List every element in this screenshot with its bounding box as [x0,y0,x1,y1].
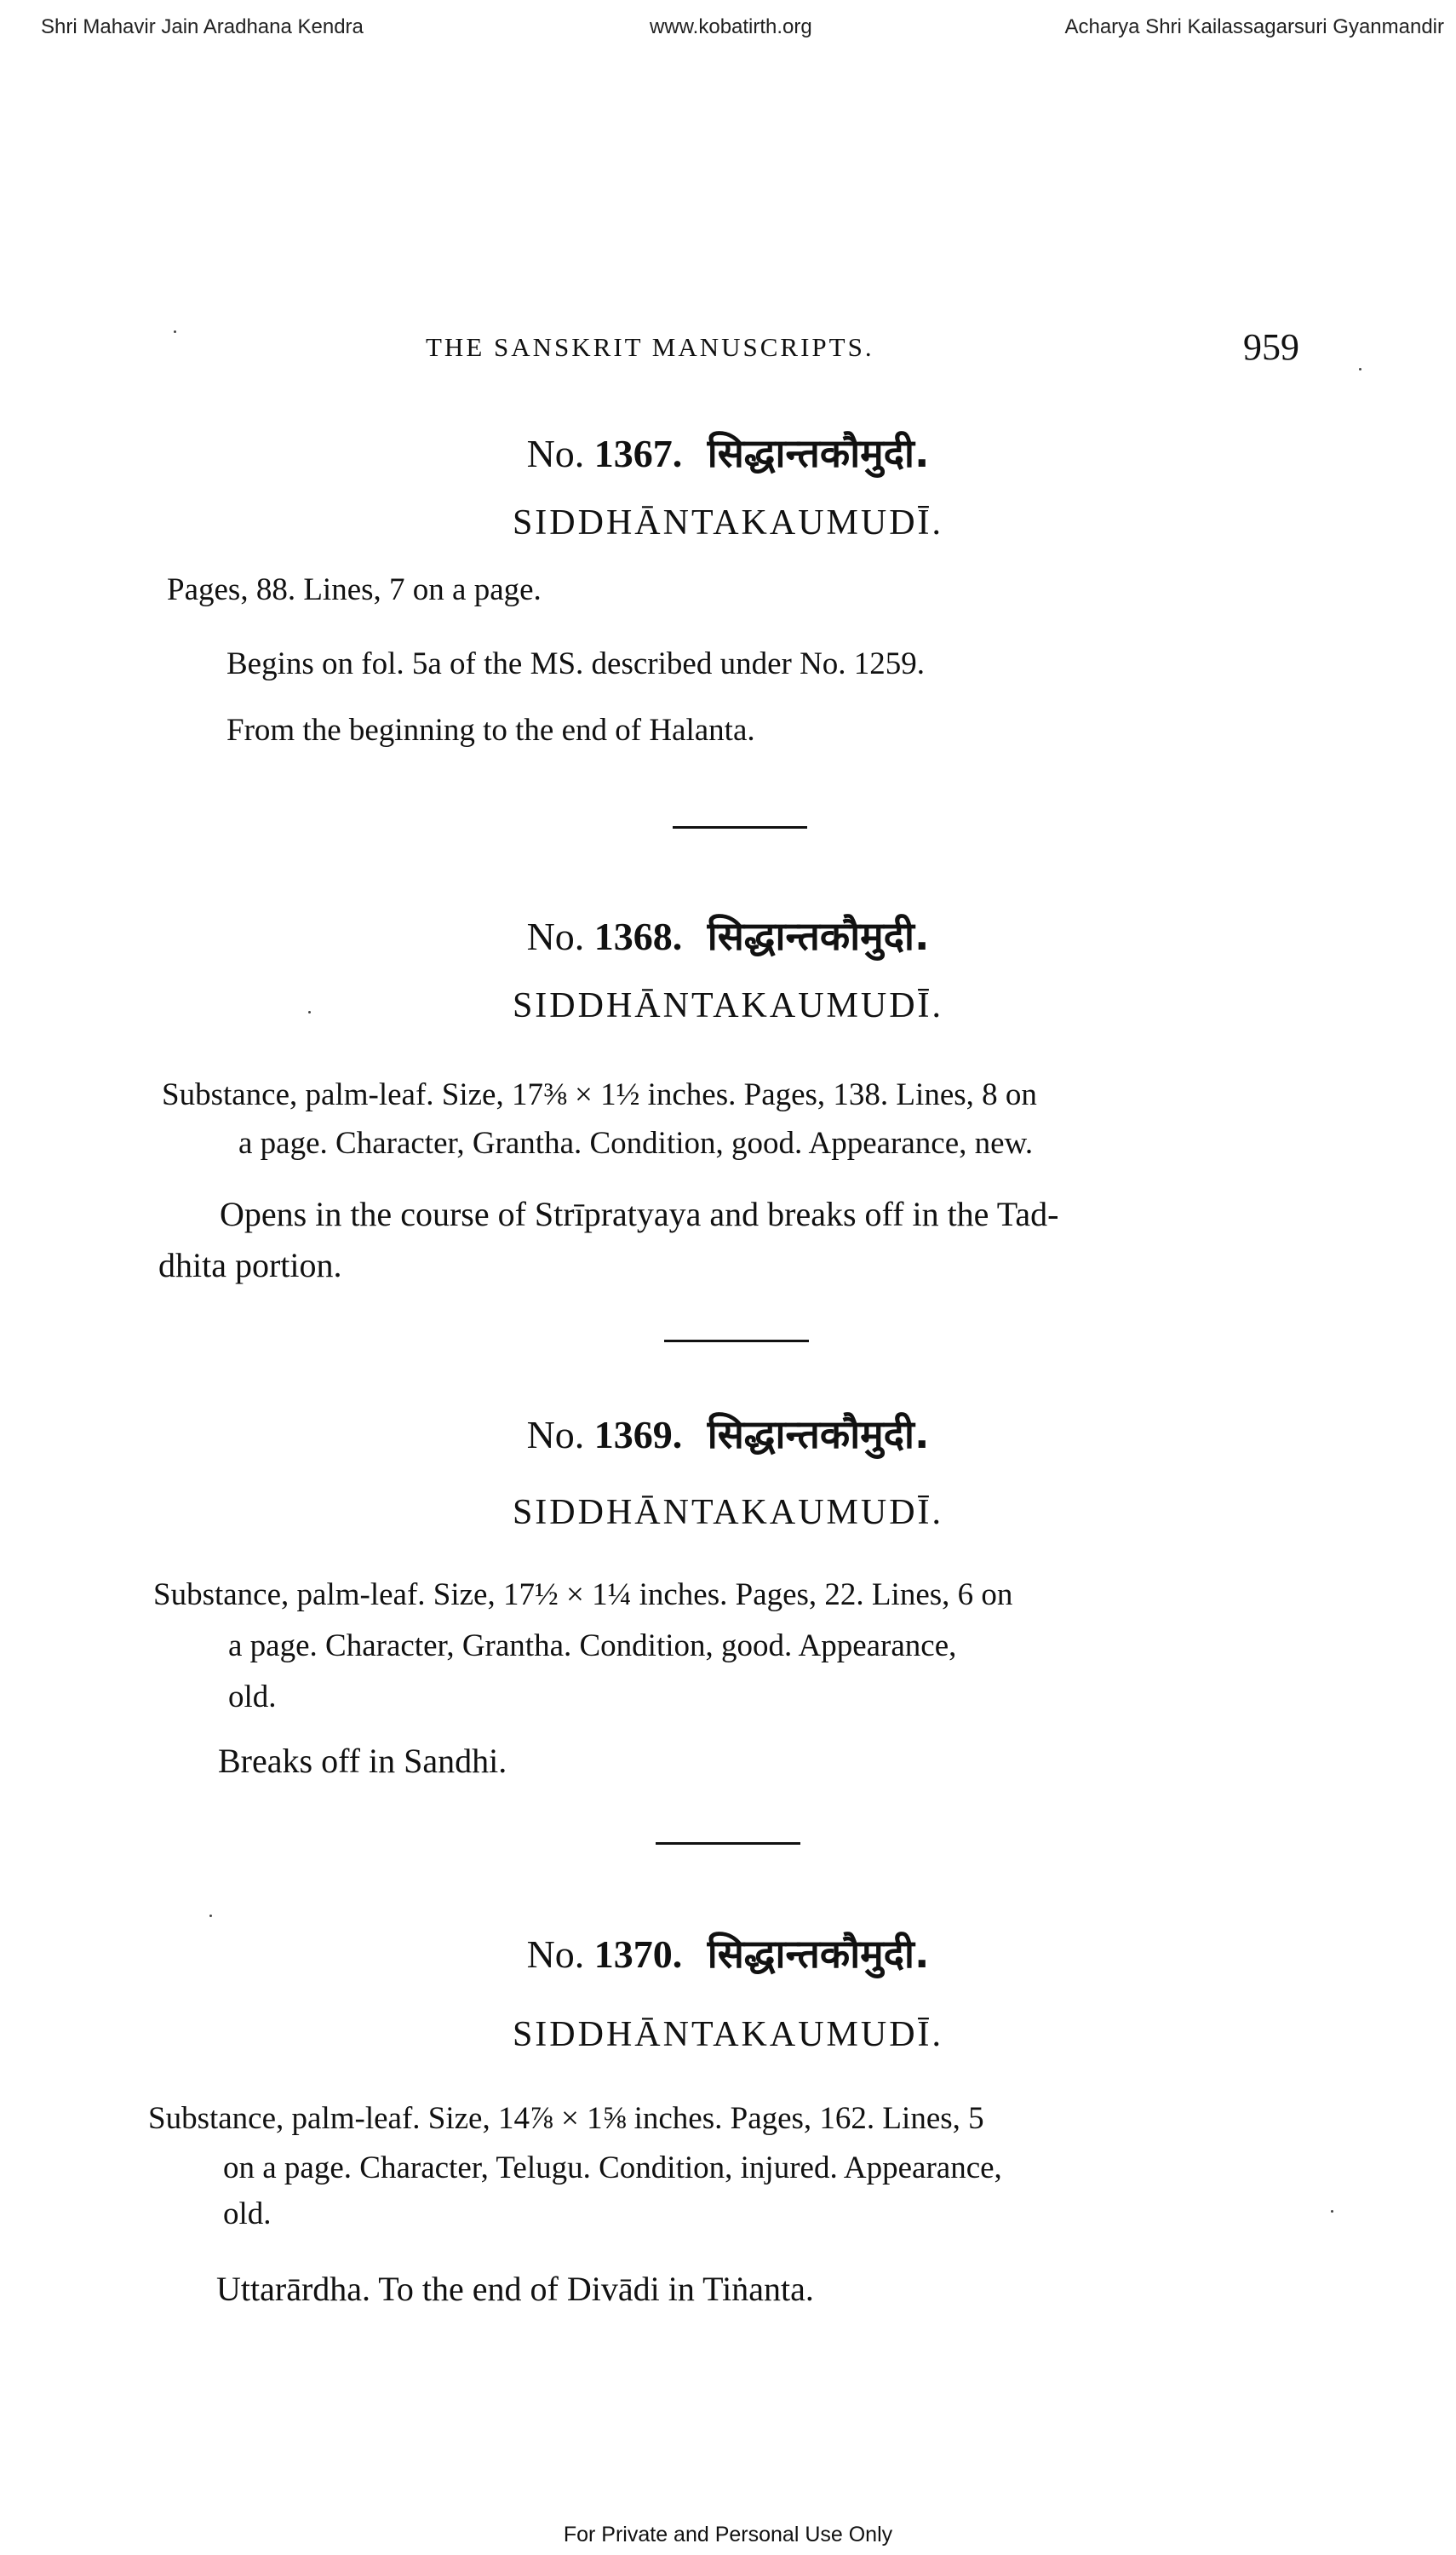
entry-no-label: No. [526,1932,585,1976]
entry-number: 1369. [593,1413,683,1456]
entry-1370-line-2: on a page. Character, Telugu. Condition, injured. Appearance, [223,2150,1002,2185]
entry-title-1370 [0,1926,1456,1979]
entry-devanagari-title: सिद्धान्तकौमुदी. [707,430,930,476]
running-head: THE SANSKRIT MANUSCRIPTS. [426,332,874,362]
entry-roman-title-1369: SIDDHĀNTAKAUMUDĪ. [512,1493,944,1532]
entry-title-1369 [0,1407,1456,1460]
entry-1367-line-1: Pages, 88. Lines, 7 on a page. [167,572,542,607]
entry-number: 1368. [593,915,683,958]
entry-roman-title-1367: SIDDHĀNTAKAUMUDĪ. [512,503,944,543]
entry-title-1368 [0,909,1456,962]
entry-1369-line-1: Substance, palm-leaf. Size, 17½ × 1¼ inches. Pages, 22. Lines, 6 on [153,1577,1013,1612]
scan-speck [308,1011,311,1013]
entry-number: 1370. [593,1932,683,1976]
entry-1369-line-4: Breaks off in Sandhi. [218,1742,507,1780]
entry-no-label: No. [526,1413,585,1456]
scan-speck [209,1915,212,1917]
entry-devanagari-title: सिद्धान्तकौमुदी. [707,1931,930,1977]
section-divider [673,826,807,829]
entry-1370-line-4: Uttarārdha. To the end of Divādi in Tiṅanta. [216,2270,814,2308]
header-right-text: Acharya Shri Kailassagarsuri Gyanmandir [1064,15,1444,38]
entry-1369-line-2: a page. Character, Grantha. Condition, good. Appearance, [228,1628,957,1663]
entry-devanagari-title: सिद्धान्तकौमुदी. [707,913,930,959]
header-left-text: Shri Mahavir Jain Aradhana Kendra [41,15,364,38]
section-divider [656,1842,800,1845]
entry-1368-line-2: a page. Character, Grantha. Condition, good. Appearance, new. [238,1126,1034,1161]
entry-devanagari-title: सिद्धान्तकौमुदी. [707,1411,930,1457]
footer-notice: For Private and Personal Use Only [563,2523,893,2546]
section-divider [664,1340,809,1342]
entry-1370-line-1: Substance, palm-leaf. Size, 14⅞ × 1⅝ inches. Pages, 162. Lines, 5 [148,2101,984,2136]
scan-speck [174,330,176,333]
page-number: 959 [1243,326,1299,368]
entry-roman-title-1370: SIDDHĀNTAKAUMUDĪ. [512,2015,944,2054]
entry-1368-line-1: Substance, palm-leaf. Size, 17⅜ × 1½ inches. Pages, 138. Lines, 8 on [162,1077,1037,1112]
entry-number: 1367. [593,432,683,475]
entry-1367-line-2: Begins on fol. 5a of the MS. described under No. 1259. [226,646,926,681]
scan-speck [1331,2210,1333,2213]
entry-1370-line-3: old. [223,2196,272,2231]
entry-no-label: No. [526,915,585,958]
entry-roman-title-1368: SIDDHĀNTAKAUMUDĪ. [512,986,944,1025]
scan-speck [1359,368,1361,370]
entry-1368-line-4: dhita portion. [158,1246,342,1284]
entry-title-1367 [0,426,1456,479]
entry-1368-line-3: Opens in the course of Strīpratyaya and breaks off in the Tad- [220,1195,1059,1233]
entry-no-label: No. [526,432,585,475]
entry-1369-line-3: old. [228,1679,277,1714]
header-center-url[interactable]: www.kobatirth.org [650,15,812,38]
entry-1367-line-3: From the beginning to the end of Halanta. [226,713,755,748]
